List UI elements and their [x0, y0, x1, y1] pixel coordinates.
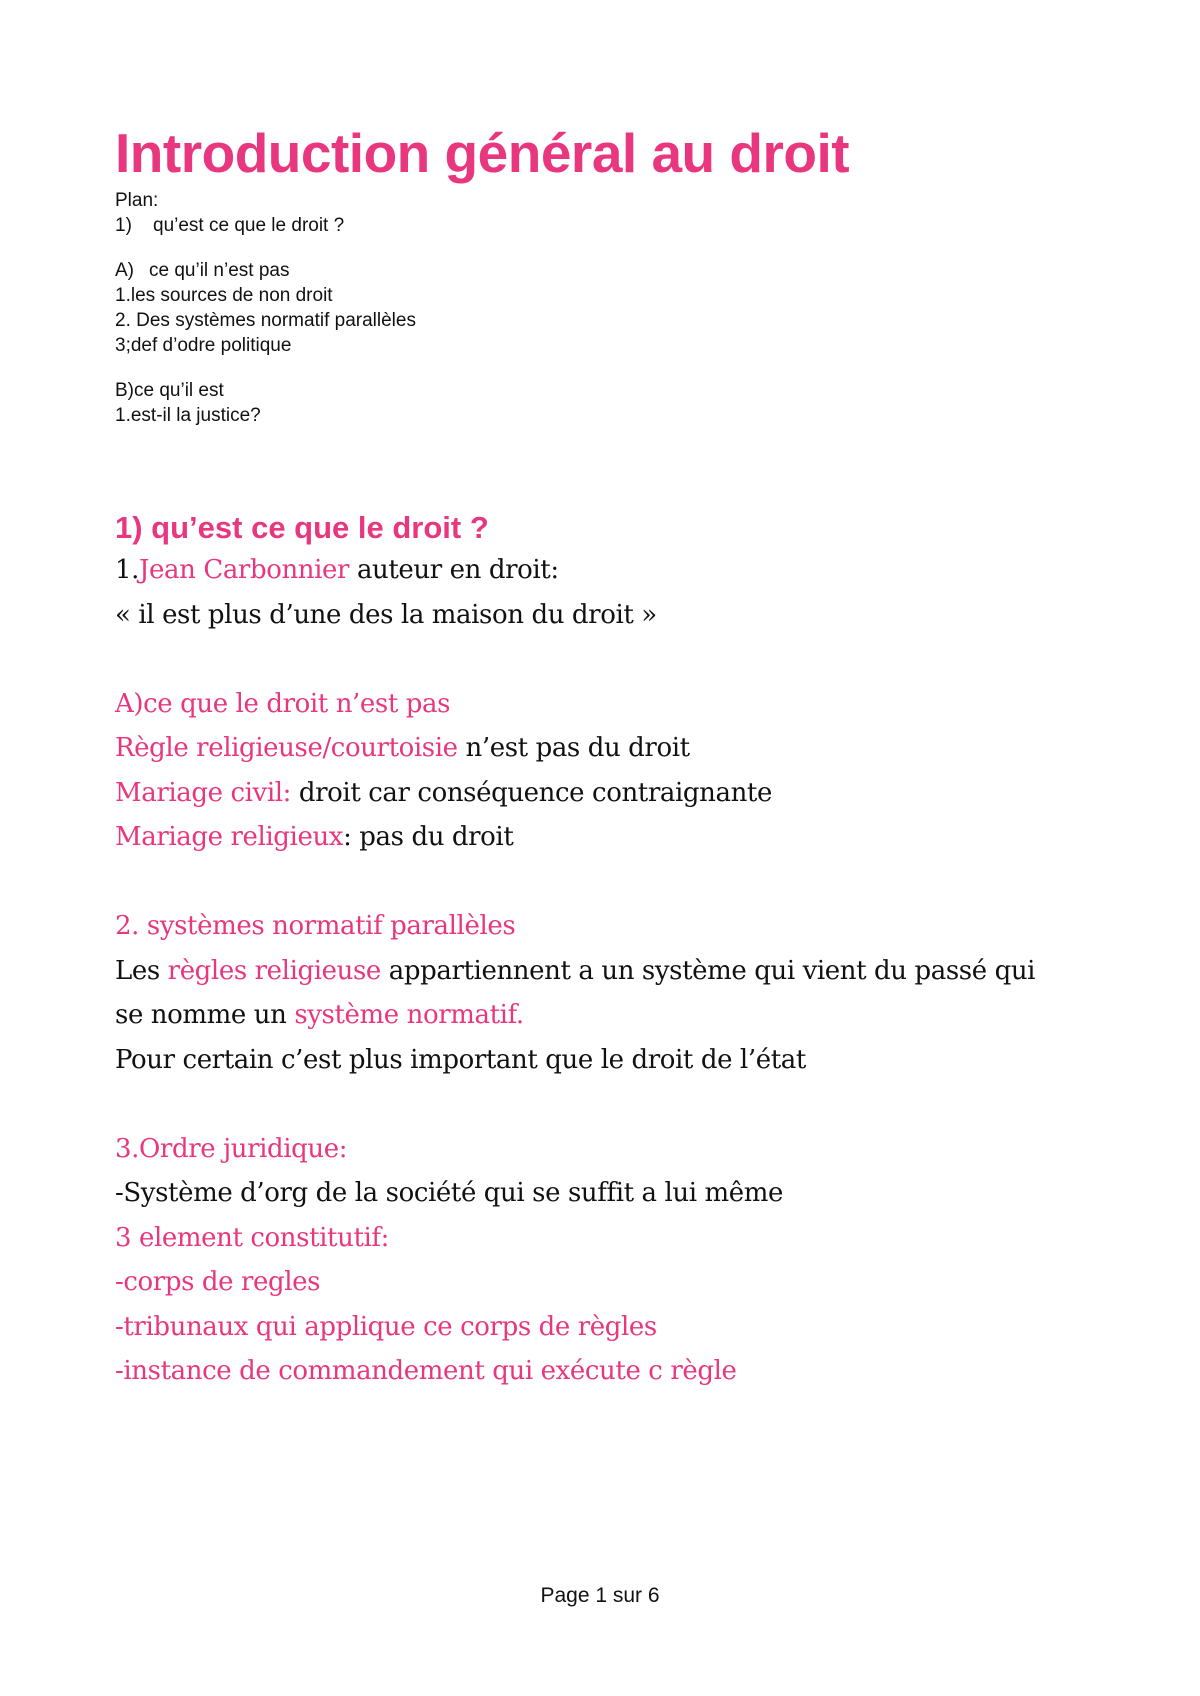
plan-a-item: 2. Des systèmes normatif parallèles [115, 310, 416, 331]
civil-marriage-line: Mariage civil: droit car conséquence contraignante [115, 777, 772, 808]
rule-line: Règle religieuse/courtoisie n’est pas du droit [115, 733, 690, 763]
section-1-heading: 1) qu’est ce que le droit ? [115, 510, 489, 545]
plan-outline [115, 188, 416, 428]
section-a-heading: A)ce que le droit n’est pas [115, 688, 451, 719]
section-3-definition: -Système d’org de la société qui se suffit a lui même [115, 1178, 784, 1208]
plan-a-item: 3;def d’odre politique [115, 335, 292, 356]
page-number: Page 1 sur 6 [540, 1584, 660, 1607]
elements-label: 3 element constitutif: [115, 1222, 390, 1253]
quote-line: « il est plus d’une des la maison du droit » [115, 599, 657, 630]
list-item: -tribunaux qui applique ce corps de règles [115, 1311, 657, 1342]
plan-section-a: A) ce qu’il n’est pas [115, 260, 290, 281]
section-2-heading: 2. systèmes normatif parallèles [115, 911, 516, 941]
list-item: -instance de commandement qui exécute c règle [115, 1356, 737, 1386]
plan-item-1: 1) qu’est ce que le droit ? [115, 215, 345, 236]
document-title: Introduction général au droit [115, 122, 850, 184]
plan-section-b: B)ce qu’il est [115, 380, 224, 401]
section-3-heading: 3.Ordre juridique: [115, 1133, 348, 1164]
plan-b-item: 1.est-il la justice? [115, 405, 261, 426]
author-line: 1.Jean Carbonnier auteur en droit: [115, 555, 559, 585]
section-2-line-2: se nomme un système normatif. [115, 1000, 524, 1030]
list-item: -corps de regles [115, 1267, 321, 1297]
plan-a-item: 1.les sources de non droit [115, 285, 333, 306]
plan-label: Plan: [115, 190, 159, 211]
section-2-line-3: Pour certain c’est plus important que le droit de l’état [115, 1044, 806, 1075]
religious-marriage-line: Mariage religieux: pas du droit [115, 822, 514, 852]
author-name: Jean Carbonnier [139, 555, 350, 585]
body-content [115, 548, 1105, 1394]
section-2-line-1: Les règles religieuse appartiennent a un système qui vient du passé qui [115, 955, 1036, 986]
